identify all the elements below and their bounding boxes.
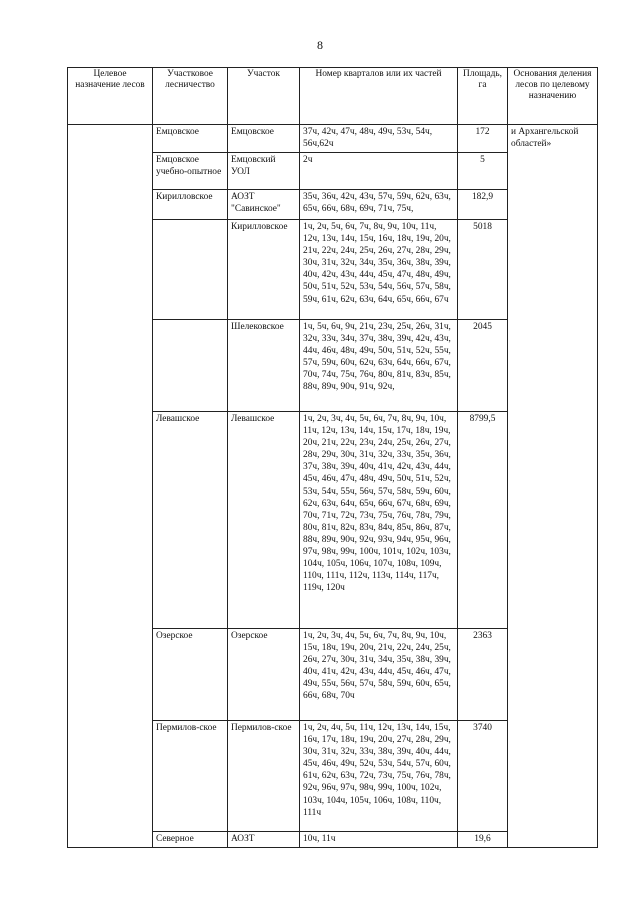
header-purpose: Целевое назначение лесов bbox=[68, 68, 153, 125]
site-cell: Шелековское bbox=[228, 320, 300, 412]
area-cell: 172 bbox=[458, 125, 508, 153]
site-cell: АОЗТ "Савинское" bbox=[228, 190, 300, 220]
table-header-row bbox=[68, 68, 598, 125]
quarters-cell: 1ч, 2ч, 4ч, 5ч, 11ч, 12ч, 13ч, 14ч, 15ч, 16ч, 17ч, 18ч, 19ч, 20ч, 27ч, 28ч, 29ч, 30ч, 31ч, 32ч, 33ч, 38ч, 39ч, 40ч, 44ч, 45ч, 46ч, 49ч, 52ч, 53ч, 54ч, 57ч, 60ч, 61ч, 62ч, 63ч, 72ч, 73ч, 75ч, 76ч, 78ч, 92ч, 96ч, 97ч, 98ч, 99ч, 100ч, 102ч, 103ч, 104ч, 105ч, 106ч, 108ч, 110ч, 111ч bbox=[300, 721, 458, 832]
table-row bbox=[68, 125, 598, 153]
site-cell: Емцовский УОЛ bbox=[228, 153, 300, 190]
quarters-cell: 1ч, 2ч, 3ч, 4ч, 5ч, 6ч, 7ч, 8ч, 9ч, 10ч, 11ч, 12ч, 13ч, 14ч, 15ч, 17ч, 18ч, 19ч, 20ч, 21ч, 22ч, 23ч, 24ч, 25ч, 26ч, 27ч, 28ч, 29ч, 30ч, 31ч, 32ч, 33ч, 35ч, 36ч, 37ч, 38ч, 39ч, 40ч, 41ч, 42ч, 43ч, 44ч, 45ч, 46ч, 47ч, 48ч, 49ч, 50ч, 51ч, 52ч, 53ч, 54ч, 55ч, 56ч, 57ч, 58ч, 59ч, 60ч, 62ч, 63ч, 64ч, 65ч, 66ч, 67ч, 68ч, 69ч, 70ч, 71ч, 72ч, 73ч, 75ч, 76ч, 78ч, 79ч, 80ч, 81ч, 82ч, 83ч, 84ч, 85ч, 86ч, 87ч, 88ч, 89ч, 90ч, 92ч, 93ч, 94ч, 95ч, 96ч, 97ч, 98ч, 99ч, 100ч, 101ч, 102ч, 103ч, 104ч, 105ч, 106ч, 107ч, 108ч, 109ч, 110ч, 111ч, 112ч, 113ч, 114ч, 117ч, 119ч, 120ч bbox=[300, 412, 458, 629]
basis-cell: и Архангельской областей» bbox=[508, 125, 598, 848]
area-cell: 5 bbox=[458, 153, 508, 190]
area-cell: 182,9 bbox=[458, 190, 508, 220]
district-cell: Левашское bbox=[153, 412, 228, 629]
header-site: Участок bbox=[228, 68, 300, 125]
area-cell: 3740 bbox=[458, 721, 508, 832]
page-number: 8 bbox=[317, 38, 323, 52]
area-cell: 2045 bbox=[458, 320, 508, 412]
header-area: Площадь, га bbox=[458, 68, 508, 125]
district-cell: Кирилловское bbox=[153, 190, 228, 220]
site-cell: АОЗТ bbox=[228, 832, 300, 848]
site-cell: Левашское bbox=[228, 412, 300, 629]
forest-zoning-table bbox=[67, 67, 598, 848]
quarters-cell: 1ч, 2ч, 5ч, 6ч, 7ч, 8ч, 9ч, 10ч, 11ч, 12ч, 13ч, 14ч, 15ч, 16ч, 18ч, 19ч, 20ч, 21ч, 22ч, 24ч, 25ч, 26ч, 27ч, 28ч, 29ч, 30ч, 31ч, 32ч, 34ч, 35ч, 36ч, 38ч, 39ч, 40ч, 42ч, 43ч, 44ч, 45ч, 47ч, 48ч, 49ч, 50ч, 51ч, 52ч, 53ч, 54ч, 56ч, 57ч, 58ч, 59ч, 61ч, 62ч, 63ч, 64ч, 65ч, 66ч, 67ч bbox=[300, 220, 458, 320]
quarters-cell: 10ч, 11ч bbox=[300, 832, 458, 848]
purpose-cell bbox=[68, 125, 153, 848]
site-cell: Емцовское bbox=[228, 125, 300, 153]
quarters-cell: 37ч, 42ч, 47ч, 48ч, 49ч, 53ч, 54ч, 56ч,62ч bbox=[300, 125, 458, 153]
header-basis: Основания деления лесов по целевому назначению bbox=[508, 68, 598, 125]
area-cell: 8799,5 bbox=[458, 412, 508, 629]
quarters-cell: 2ч bbox=[300, 153, 458, 190]
header-quarters: Номер кварталов или их частей bbox=[300, 68, 458, 125]
quarters-cell: 1ч, 2ч, 3ч, 4ч, 5ч, 6ч, 7ч, 8ч, 9ч, 10ч, 15ч, 18ч, 19ч, 20ч, 21ч, 22ч, 24ч, 25ч, 26ч, 27ч, 30ч, 31ч, 34ч, 35ч, 38ч, 39ч, 40ч, 41ч, 42ч, 43ч, 44ч, 45ч, 46ч, 47ч, 49ч, 55ч, 56ч, 57ч, 58ч, 59ч, 60ч, 65ч, 66ч, 68ч, 70ч bbox=[300, 629, 458, 721]
header-district-forestry: Участковое лесничество bbox=[153, 68, 228, 125]
district-cell: Емцовское учебно-опытное bbox=[153, 153, 228, 190]
district-cell: Емцовское bbox=[153, 125, 228, 153]
district-cell: Пермилов-ское bbox=[153, 721, 228, 832]
site-cell: Озерское bbox=[228, 629, 300, 721]
area-cell: 5018 bbox=[458, 220, 508, 320]
area-cell: 2363 bbox=[458, 629, 508, 721]
site-cell: Кирилловское bbox=[228, 220, 300, 320]
quarters-cell: 1ч, 5ч, 6ч, 9ч, 21ч, 23ч, 25ч, 26ч, 31ч, 32ч, 33ч, 34ч, 37ч, 38ч, 39ч, 42ч, 43ч, 44ч, 46ч, 48ч, 49ч, 50ч, 51ч, 52ч, 55ч, 57ч, 59ч, 60ч, 62ч, 63ч, 64ч, 66ч, 67ч, 70ч, 74ч, 75ч, 76ч, 80ч, 81ч, 83ч, 85ч, 88ч, 89ч, 90ч, 91ч, 92ч, bbox=[300, 320, 458, 412]
site-cell: Пермилов-ское bbox=[228, 721, 300, 832]
district-cell bbox=[153, 220, 228, 320]
district-cell: Северное bbox=[153, 832, 228, 848]
district-cell bbox=[153, 320, 228, 412]
district-cell: Озерское bbox=[153, 629, 228, 721]
quarters-cell: 35ч, 36ч, 42ч, 43ч, 57ч, 59ч, 62ч, 63ч, 65ч, 66ч, 68ч, 69ч, 71ч, 75ч, bbox=[300, 190, 458, 220]
area-cell: 19,6 bbox=[458, 832, 508, 848]
